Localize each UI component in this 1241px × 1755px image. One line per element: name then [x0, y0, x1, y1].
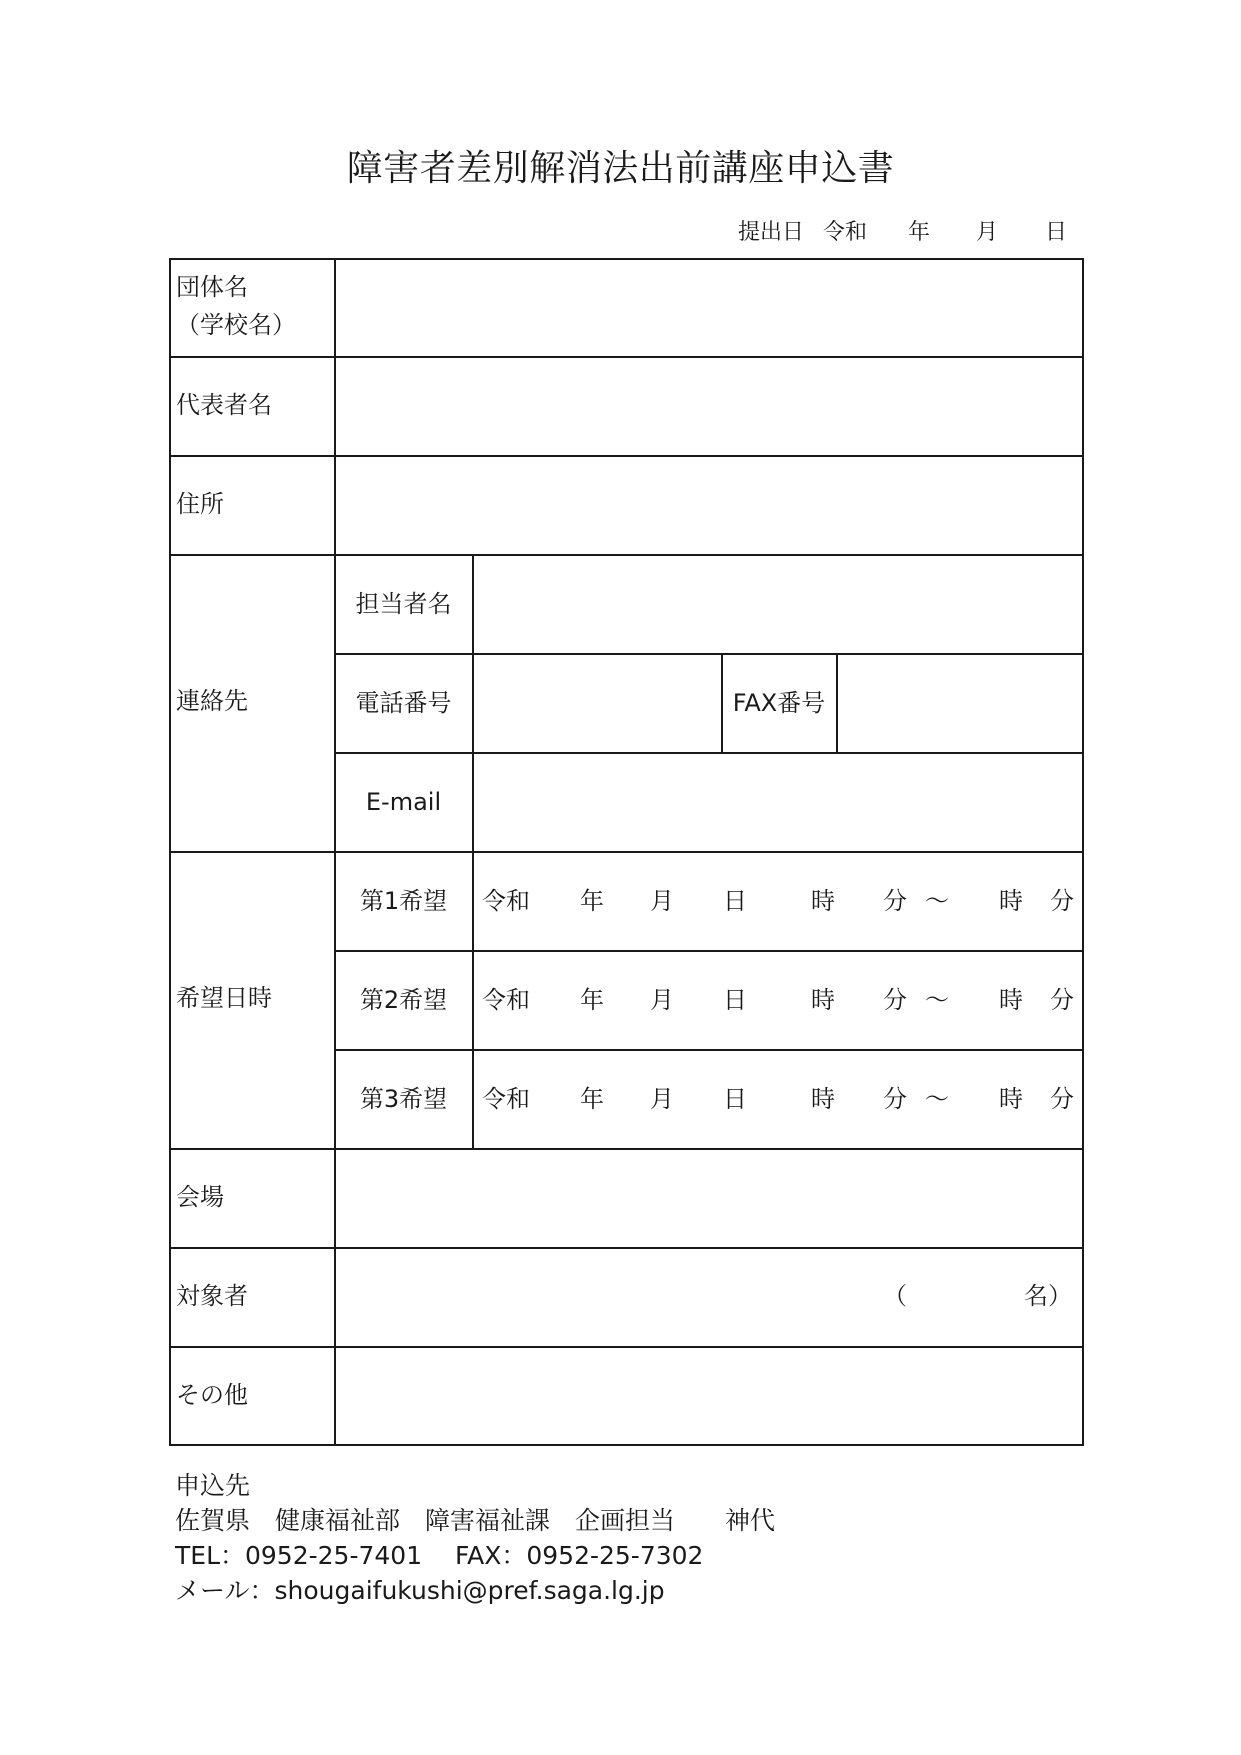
border-line [169, 554, 1084, 556]
footer-organization: 佐賀県 健康福祉部 障害福祉課 企画担当 神代 [175, 1506, 776, 1535]
year-unit: 年 [580, 1085, 604, 1113]
minute-unit: 分 [883, 887, 907, 915]
border-line [335, 653, 1084, 655]
day-unit: 日 [723, 986, 747, 1014]
fax-label: FAX番号 [732, 689, 826, 717]
preference-1-label: 第1希望 [359, 887, 448, 915]
border-line [335, 752, 1084, 754]
border-line [169, 851, 1084, 853]
hour-unit: 時 [999, 887, 1023, 915]
day-unit: 日 [723, 887, 747, 915]
minute-unit: 分 [1050, 887, 1074, 915]
border-line [169, 455, 1084, 457]
address-label: 住所 [176, 490, 224, 518]
submission-date-label: 提出日 [738, 220, 805, 245]
application-form [169, 258, 1084, 1446]
month-unit: 月 [650, 986, 674, 1014]
hour-unit: 時 [999, 986, 1023, 1014]
contact-person-label: 担当者名 [355, 590, 452, 618]
representative-label: 代表者名 [176, 391, 272, 419]
year-unit: 年 [580, 887, 604, 915]
hour-unit: 時 [811, 887, 835, 915]
minute-unit: 分 [1050, 986, 1074, 1014]
page-title: 障害者差別解消法出前講座申込書 [346, 148, 895, 189]
contact-footer [175, 1468, 775, 1608]
border-line [169, 258, 1084, 260]
hour-unit: 時 [811, 1085, 835, 1113]
year-unit: 年 [580, 986, 604, 1014]
border-line [169, 356, 1084, 358]
era-unit: 令和 [482, 986, 530, 1014]
footer-tel-fax: TEL：0952-25-7401 FAX：0952-25-7302 [175, 1541, 704, 1570]
preference-3-label: 第3希望 [359, 1085, 448, 1113]
audience-count-close: 名） [1024, 1282, 1072, 1310]
preference-2-label: 第2希望 [359, 986, 448, 1014]
border-line [169, 1148, 1084, 1150]
hour-unit: 時 [811, 986, 835, 1014]
border-line [169, 1247, 1084, 1249]
submission-date-day: 日 [1045, 220, 1068, 245]
submission-date-month: 月 [976, 220, 999, 245]
tilde-separator: ～ [925, 1085, 949, 1113]
audience-count-open: （ [883, 1282, 907, 1310]
tilde-separator: ～ [925, 887, 949, 915]
minute-unit: 分 [1050, 1085, 1074, 1113]
month-unit: 月 [650, 887, 674, 915]
other-label: その他 [176, 1381, 248, 1409]
border-line [334, 258, 336, 1446]
venue-label: 会場 [176, 1183, 224, 1211]
minute-unit: 分 [883, 986, 907, 1014]
border-line [169, 1346, 1084, 1348]
border-line [836, 653, 838, 752]
border-line [335, 950, 1084, 952]
era-unit: 令和 [482, 887, 530, 915]
tilde-separator: ～ [925, 986, 949, 1014]
group-name-label: 団体名 [176, 273, 248, 301]
era-unit: 令和 [482, 1085, 530, 1113]
preferred-datetime-label: 希望日時 [176, 984, 272, 1012]
email-label: E-mail [365, 788, 442, 816]
border-line [335, 1049, 1084, 1051]
footer-heading: 申込先 [175, 1471, 251, 1500]
hour-unit: 時 [999, 1085, 1023, 1113]
month-unit: 月 [650, 1085, 674, 1113]
border-line [169, 1444, 1084, 1446]
border-line [472, 554, 474, 1148]
contact-label: 連絡先 [176, 687, 248, 715]
phone-label: 電話番号 [355, 689, 452, 717]
day-unit: 日 [723, 1085, 747, 1113]
minute-unit: 分 [883, 1085, 907, 1113]
submission-date-year: 年 [908, 220, 931, 245]
school-name-label: （学校名） [176, 311, 296, 339]
submission-date-era: 令和 [823, 220, 868, 245]
footer-email: メール：shougaifukushi@pref.saga.lg.jp [175, 1576, 665, 1605]
border-line [169, 258, 171, 1446]
audience-label: 対象者 [176, 1282, 248, 1310]
border-line [1082, 258, 1084, 1446]
